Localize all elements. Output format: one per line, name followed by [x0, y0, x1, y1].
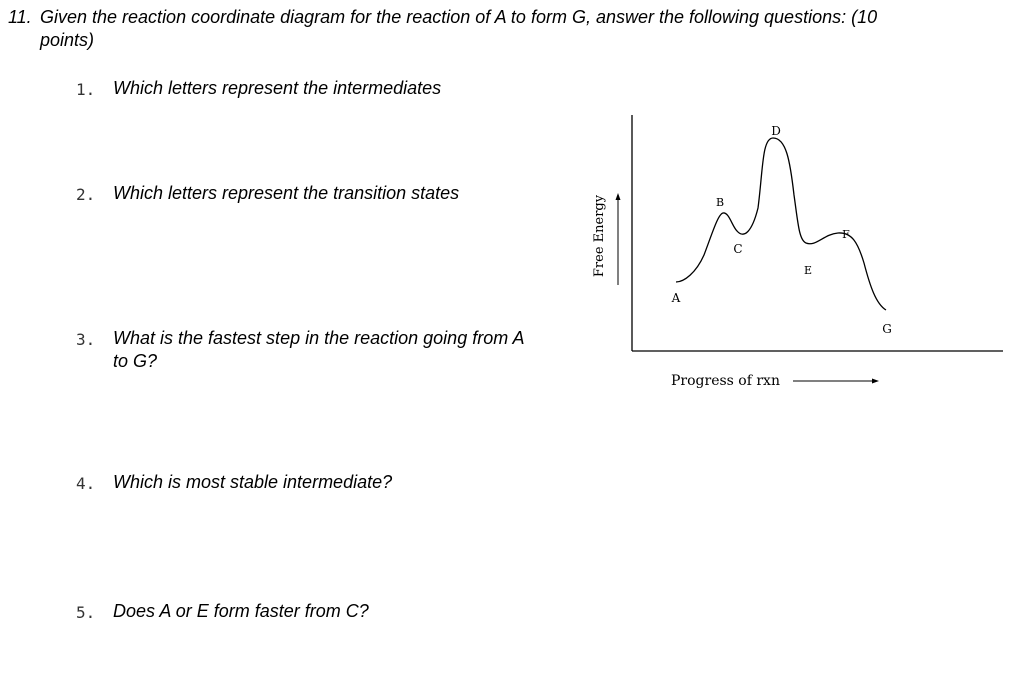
subquestion-2 — [76, 182, 576, 205]
subquestion-4 — [76, 471, 576, 494]
subquestion-number: 3. — [76, 330, 96, 349]
y-axis-arrow-icon — [616, 193, 621, 285]
point-label-c: C — [733, 242, 743, 256]
subquestion-text: Which letters represent the transition states — [113, 183, 460, 203]
x-axis-label: Progress of rxn — [671, 373, 780, 389]
subquestion-text-line2: to G? — [113, 351, 158, 371]
subquestion-5 — [76, 600, 576, 623]
subquestion-text-line1: What is the fastest step in the reaction going from A — [113, 328, 525, 348]
question-number: 11. — [8, 7, 32, 27]
subquestion-text: Which letters represent the intermediates — [113, 78, 442, 98]
subquestion-text: Does A or E form faster from C? — [113, 601, 369, 621]
energy-curve — [676, 138, 886, 310]
question-text-line1: Given the reaction coordinate diagram for the reaction of A to form G, answer the following questions: (10 — [40, 7, 878, 27]
subquestion-number: 5. — [76, 603, 96, 622]
subquestion-number: 2. — [76, 185, 96, 204]
reaction-coordinate-diagram — [580, 100, 1010, 400]
point-label-a: A — [671, 291, 681, 305]
point-label-d: D — [771, 124, 781, 138]
question-header — [8, 6, 968, 52]
subquestion-number: 1. — [76, 80, 96, 99]
point-label-g: G — [882, 322, 892, 336]
subquestion-1 — [76, 77, 576, 100]
subquestion-text: Which is most stable intermediate? — [113, 472, 393, 492]
point-label-e: E — [803, 264, 813, 277]
point-label-f: F — [842, 228, 850, 241]
y-axis-label: Free Energy — [592, 194, 607, 278]
subquestion-3 — [76, 327, 576, 373]
point-label-b: B — [715, 196, 725, 209]
question-text-line2: points) — [40, 30, 95, 50]
subquestion-number: 4. — [76, 474, 96, 493]
x-axis-arrow-icon — [793, 379, 879, 384]
